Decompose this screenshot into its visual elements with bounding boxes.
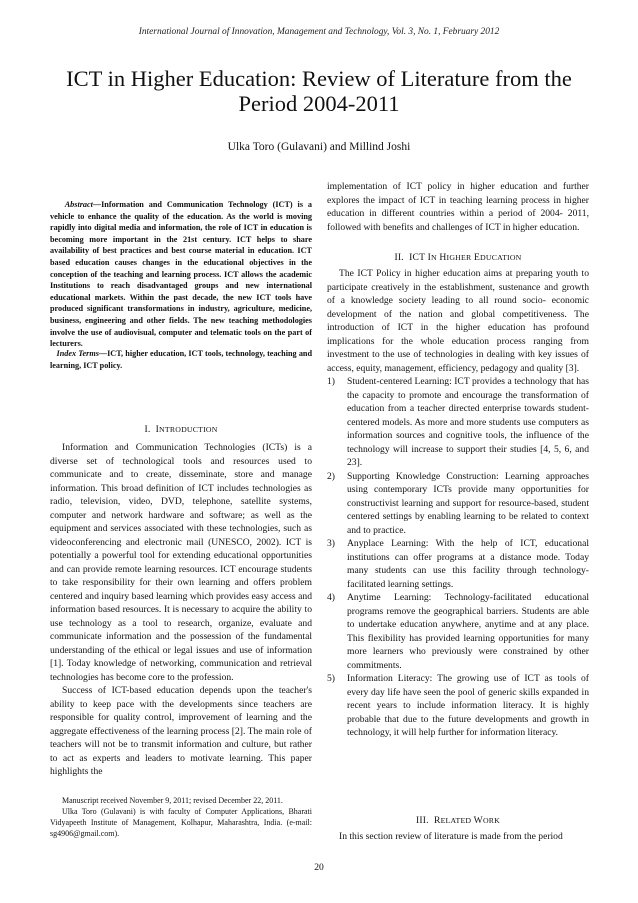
section-title-part: H: [436, 252, 447, 263]
section-heading-introduction: [50, 423, 312, 437]
abstract: [50, 199, 312, 350]
index-terms-lead: Index Terms: [56, 349, 99, 358]
section-title-part: W: [471, 815, 483, 826]
list-text: Supporting Knowledge Construction: Learning approaches using contemporary ICTs provide many opportunities for constructivist learning and support for resource-based, student centered settings by enabling learning to be related to context and to practice.: [347, 470, 589, 536]
numbered-list: [327, 375, 589, 740]
footnote: Ulka Toro (Gulavani) is with faculty of Computer Applications, Bharati Vidyapeeth Institute of Management, Kolhapur, Maharashtra, India. (e-mail: sg4906@gmail.com).: [50, 807, 312, 838]
section-number: III.: [415, 815, 429, 826]
page-number: 20: [314, 862, 324, 873]
list-text: Information Literacy: The growing use of ICT as tools of every day life have seen the pool of generic skills expanded in recent years to include information literacy. It is highly probable that due to the future developments and growth in technology, it will help further for information literacy.: [347, 673, 589, 738]
paragraph: In this section review of literature is made from the period: [339, 831, 563, 842]
list-number: 2): [327, 470, 335, 482]
paragraph: implementation of ICT policy in higher education and further explores the impact of ICT in teaching learning process in higher education in different countries within a period of 2004- 2011, followed with benefits and challenges of ICT in higher education.: [327, 181, 589, 233]
abstract-text: —Information and Communication Technology (ICT) is a vehicle to enhance the quality of the education. As the world is moving rapidly into digital media and information, the role of ICT in education is becoming more important in the 21st century. ICT helps to share availability of best practices and best course material in education. ICT based education causes changes in the educational objectives in the conception of the teaching and learning process. ICT allows the academic Institutions to reach disadvantaged groups and new international educational markets. Within the past decade, the new ICT tools have produced significant transformations in industry, agriculture, medicine, business, engineering and other fields. The new teaching methodologies involve the use of audiovisual, computer and telematic tools on the part of lecturers.: [50, 200, 313, 349]
abstract-lead: Abstract: [64, 200, 93, 209]
section-number: II.: [394, 252, 404, 263]
paragraph: Information and Communication Technologies (ICTs) is a diverse set of technological tools and resources used to communicate and to create, disseminate, store and manage information. This broad definition of ICT includes technologies as radio, television, video, DVD, telephone, satellite systems, computer and network hardware and software; as well as the equipment and services associated with these technologies, such as videoconferencing and electronic mail (UNESCO, 2002). ICT is potentially a powerful tool for extending educational opportunities and can provide remote learning resources. ICT encourage students to take responsibility for their own learning and offers problem centered and inquiry based learning which provides easy access and information based resources. It is necessary to acquire the ability to use technology as a tool to research, organize, evaluate and communicate information and the possession of the fundamental understanding of the ethical or legal issues and use of information [1]. Today knowledge of networking, communication and retrieval technologies has become core to the profession.: [50, 442, 312, 683]
list-text: Anyplace Learning: With the help of ICT, educational institutions can offer programs at a distance mode. Today many students can use this facility through technology-facilitated learning settings.: [347, 538, 589, 590]
list-item: [327, 672, 589, 740]
introduction-body: [50, 441, 312, 779]
footnote: Manuscript received November 9, 2011; revised December 22, 2011.: [62, 796, 283, 805]
paper-authors: Ulka Toro (Gulavani) and Millind Joshi: [227, 141, 411, 153]
footnotes: [50, 795, 312, 839]
list-item: [327, 537, 589, 591]
section-title-rest: NTRODUCTION: [159, 425, 218, 434]
section-heading-related-work: [327, 814, 589, 828]
list-text: Student-centered Learning: ICT provides a technology that has the capacity to promote and encourage the transformation of education from a teacher directed enterprise towards student-centered models. As more and more students use computers as information sources and cognitive tools, the influence of the technology will increase to support their studies [4, 5, 6, and 23].: [347, 376, 589, 468]
list-text: Anytime Learning: Technology-facilitated educational programs remove the geographical barriers. Students are able to undertake education anywhere, anytime and at any place. This flexibility has provided learning opportunities for many more learners who previously were constrained by other commitments.: [347, 592, 589, 671]
paragraph: Success of ICT-based education depends upon the teacher's ability to keep pace with the developments since teachers are responsible for quality control, improvement of learning and the aggregate effectiveness of the learning process [2]. The main role of teachers will not be to transmit information and culture, but rather to act as experts and leaders to motivate learning. This paper highlights the: [50, 685, 312, 777]
section-title-part: DUCATION: [480, 253, 522, 262]
section-title-part: ICT I: [409, 252, 431, 263]
list-item: [327, 470, 589, 538]
list-number: 3): [327, 538, 335, 549]
section-title-initial: I: [155, 424, 160, 435]
index-terms: [50, 348, 312, 371]
list-item: [327, 375, 589, 470]
section-number: I.: [144, 424, 151, 435]
section-title-part: ELATED: [440, 816, 472, 825]
list-number: 5): [327, 673, 335, 684]
section-2-body: [327, 267, 589, 740]
journal-header: International Journal of Innovation, Management and Technology, Vol. 3, No. 1, February 2012: [138, 27, 500, 37]
paper-title: ICT in Higher Education: Review of Literature from the Period 2004-2011: [66, 66, 572, 116]
section-heading-ict-in-higher-education: [327, 251, 589, 265]
section-3-body: [327, 830, 589, 844]
list-number: 4): [327, 592, 335, 603]
section-title-part: ORK: [482, 816, 500, 825]
section-title-part: N: [430, 253, 437, 262]
right-column-intro: [327, 180, 589, 234]
section-title-part: R: [433, 815, 441, 826]
paragraph: The ICT Policy in higher education aims at preparing youth to participate creatively in the establishment, sustenance and growth of a knowledge society leading to all round socio- economic development of the nation and global competitiveness. The introduction of ICT in the higher education has profound implications for the whole education process ranging from investment to the use of technologies in dealing with key issues of access, equity, management, efficiency, pedagogy and quality [3].: [327, 268, 589, 374]
section-title-part: IGHER: [446, 253, 472, 262]
section-title-part: E: [471, 252, 481, 263]
list-number: 1): [327, 376, 335, 387]
index-terms-text: —ICT, higher education, ICT tools, technology, teaching and learning, ICT policy.: [50, 349, 313, 370]
list-item: [327, 591, 589, 672]
